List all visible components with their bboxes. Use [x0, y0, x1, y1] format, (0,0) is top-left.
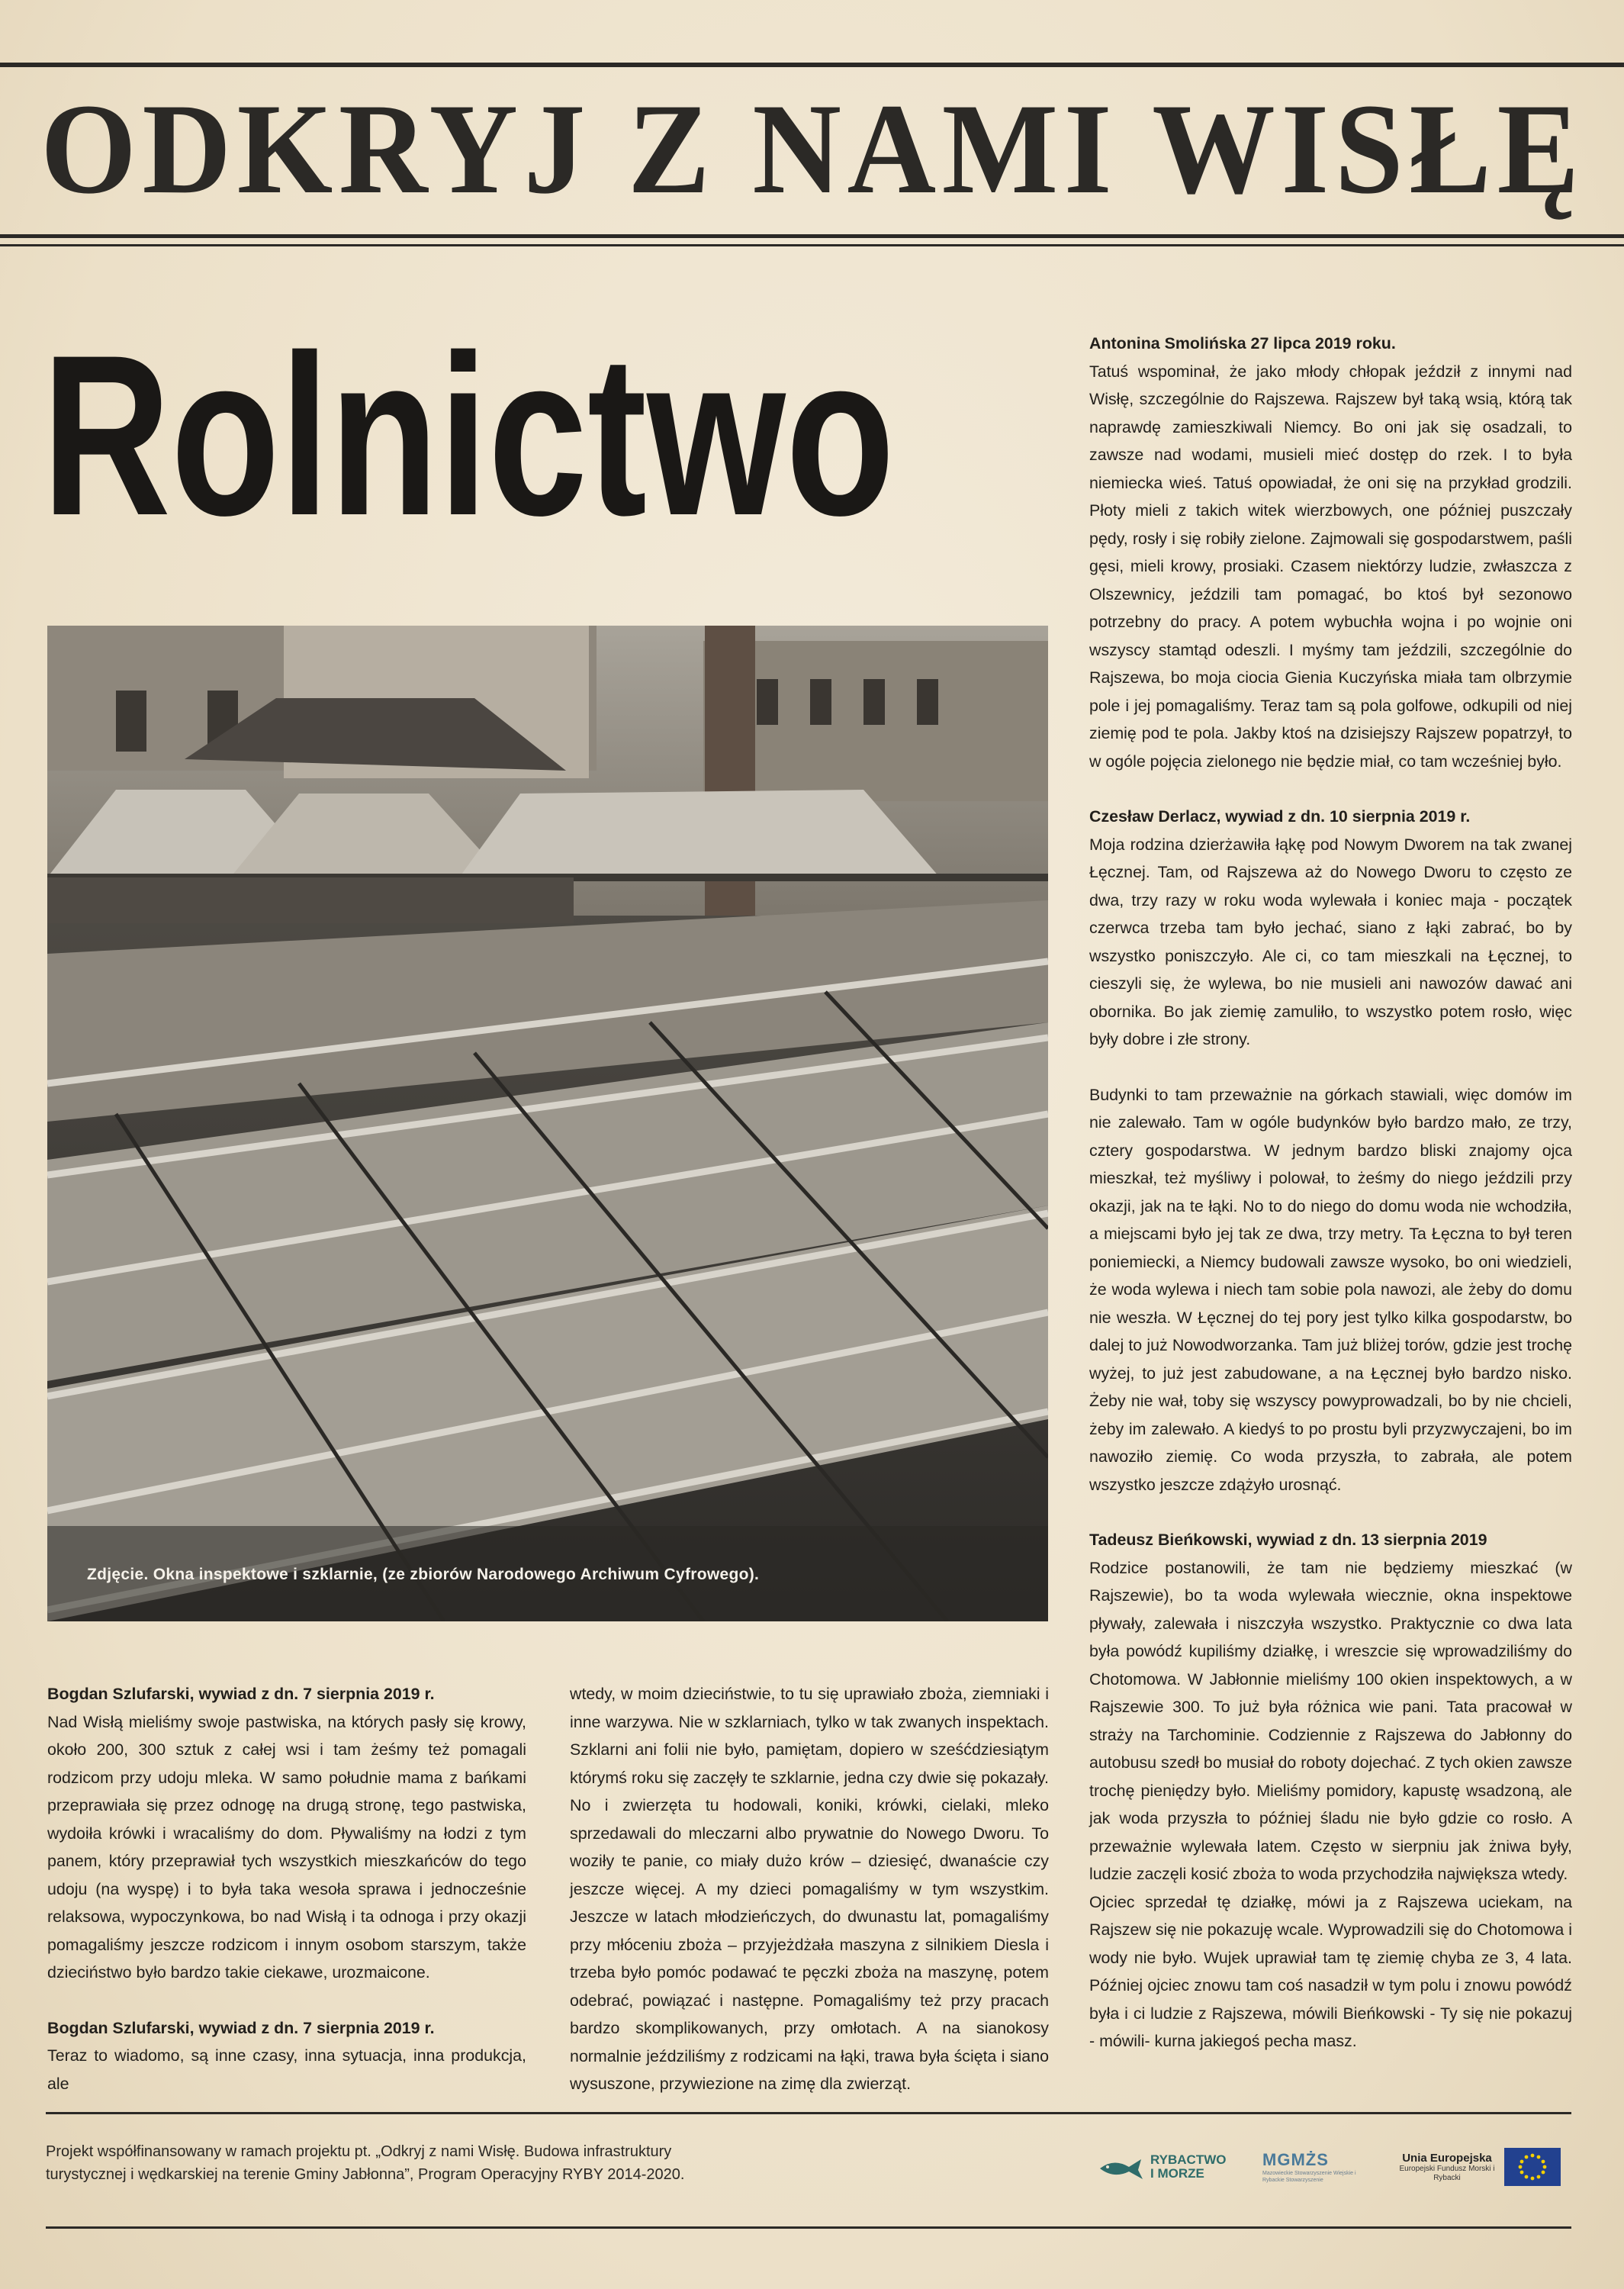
- footer-rule-top: [46, 2112, 1571, 2114]
- interview-heading: Antonina Smolińska 27 lipca 2019 roku.: [1089, 334, 1396, 353]
- fish-boat-icon: [1098, 2152, 1146, 2182]
- eu-subtitle: Europejski Fundusz Morski i Rybacki: [1399, 2164, 1495, 2182]
- eu-flag-icon: [1504, 2148, 1561, 2186]
- logo-mgm-sub: Mazowieckie Stowarzyszenie Wiejskie i Rybackie Stowarzyszenie: [1262, 2171, 1356, 2183]
- interview-text: Ojciec sprzedał tę działkę, mówi ja z Rajszewa uciekam, na Rajszew się nie pokazuję wcale. Wyprowadzili się do Chotomowa i wody nie było. Wujek uprawiał tam tę ziemię chyba ze 3, 4 lata. Później ojciec znowu tam coś nasadził w tym polu i znowu powódź była i ci ludzie z Rajszewa, mówili Bieńkowski - Ty się nie pokazuj - mówili- kurna jakiegoś pecha masz.: [1089, 1892, 1572, 2050]
- interview-text: Rodzice postanowili, że tam nie będziemy mieszkać (w Rajszewie), bo ta woda wylewała wiecznie, okna inspektowe pływały, zalewała i niszczyła wszystko. Praktycznie co dwa lata była powódź kupiliśmy działkę, i wreszcie się wprowadziliśmy do Chotomowa. W Jabłonnie mieliśmy 100 okien inspektowych, a w Rajszewie 300. To już była różnica wie pani. Tata pracował w straży na Tarchominie. Codziennie z Rajszewa do Jabłonny do autobusu szedł bo musiał do roboty dojechać. Z tych okien zawsze trochę pieniędzy było. Mieliśmy pomidory, kapustę wsadzoną, ale jak woda przyszła to później śladu nie było gdzie co rosło. A przeważnie wylewała latem. Często w sierpniu jak żniwa były, ludzie zaczęli kosić zboża to woda przychodziła największa wtedy.: [1089, 1558, 1572, 1883]
- page-title: Rolnictwo: [42, 307, 895, 563]
- interview-heading: Bogdan Szlufarski, wywiad z dn. 7 sierpnia 2019 r.: [47, 1685, 435, 1703]
- interview-text: Tatuś wspominał, że jako młody chłopak jeździł z innymi nad Wisłę, szczególnie do Rajszewa. Rajszew był taką wsią, którą tak naprawdę zamieszkiwali Niemcy. Bo oni jak się osadzali, to zawsze nad wodami, musieli mieć dostęp do rzek. I to była niemiecka wieś. Tatuś opowiadał, że oni się na przykład grodzili. Płoty mieli z takich witek wierzbowych, one później puszczały pędy, rosły i się robiły zielone. Zajmowali się gospodarstwem, paśli gęsi, mieli krowy, prosiaki. Czasem niektórzy ludzie, zwłaszcza z Olszewnicy, jeździli tam pomagać, bo ktoś był sezonowo potrzebny do pracy. A potem wybuchła wojna i po wojnie oni wszyscy stamtąd odeszli. I myśmy tam jeździli, szczególnie do Rajszewa, bo moja ciocia Gienia Kuczyńska miała tam olbrzymie pole i jej pomagaliśmy. Teraz tam są pola golfowe, odkupili od niej ziemię pod te pola. Jakby ktoś na dzisiejszy Rajszew popatrzył, to w ogóle pojęcia zielonego nie będzie miał, co tam wcześniej było.: [1089, 362, 1572, 771]
- interview-heading: Czesław Derlacz, wywiad z dn. 10 sierpnia 2019 r.: [1089, 807, 1471, 826]
- mgmzs-logo: [1262, 2150, 1377, 2184]
- masthead-rule-bottom-2: [0, 244, 1624, 246]
- right-column: [1089, 330, 1572, 2056]
- interview-heading: Bogdan Szlufarski, wywiad z dn. 7 sierpnia 2019 r.: [47, 2018, 435, 2037]
- left-column: [47, 1680, 526, 2097]
- logo-mgm-text: MGMŻS: [1262, 2150, 1329, 2169]
- archive-photo: [47, 626, 1048, 1621]
- middle-column: [570, 1680, 1049, 2098]
- masthead-title: ODKRYJ Z NAMI WISŁĘ: [40, 77, 1585, 221]
- photo-caption: Zdjęcie. Okna inspektowe i szklarnie, (ze zbiorów Narodowego Archiwum Cyfrowego).: [87, 1566, 760, 1583]
- masthead-rule-bottom-1: [0, 234, 1624, 238]
- interview-text: Nad Wisłą mieliśmy swoje pastwiska, na których pasły się krowy, około 200, 300 sztuk z całej wsi i tam żeśmy też pomagali rodzicom przy udoju mleka. W samo południe mama z bańkami przeprawiała się przez odnogę na drugą stronę, tego pastwiska, wydoiła krówki i wracaliśmy do dom. Pływaliśmy na łodzi z tym panem, który przeprawiał tych wszystkich mieszkańców do tego udoju (na wyspę) i to była taka wesoła sprawa i jednocześnie relaksowa, wypoczynkowa, bo nad Wisłą i ta odnoga i przy okazji pomagaliśmy jeszcze rodzicom i innym osobom starszym, także dzieciństwo było bardzo takie ciekawe, urozmaicone.: [47, 1712, 526, 1982]
- eu-logo: [1397, 2148, 1561, 2186]
- project-funding-note: Projekt współfinansowany w ramach projektu pt. „Odkryj z nami Wisłę. Budowa infrastruktury turystycznej i wędkarskiej na terenie Gminy Jabłonna”, Program Operacyjny RYBY 2014-2020.: [46, 2143, 685, 2183]
- rybactwo-logo: [1098, 2152, 1226, 2182]
- interview-text: Teraz to wiadomo, są inne czasy, inna sytuacja, inna produkcja, ale: [47, 2046, 526, 2093]
- logo-rybactwo-line1: RYBACTWO: [1150, 2152, 1227, 2167]
- interview-heading: Tadeusz Bieńkowski, wywiad z dn. 13 sierpnia 2019: [1089, 1531, 1487, 1549]
- logo-rybactwo-line2: I MORZE: [1150, 2166, 1204, 2181]
- eu-title: Unia Europejska: [1402, 2151, 1492, 2165]
- interview-text: Moja rodzina dzierżawiła łąkę pod Nowym Dworem na tak zwanej Łęcznej. Tam, od Rajszewa aż do Nowego Dworu to często ze dwa, trzy razy w roku woda wylewała i koniec maja - początek czerwca trzeba tam było jechać, siano z łąki zabrać, bo by wszystko poniszczyło. Ale ci, co tam mieszkali na Łęcznej, to cieszyli się, że wylewa, bo nie musieli ani nawozów dawać ani obornika. Bo jak ziemię zamuliło, to wszystko potem rosło, więc były dobre i złe strony.: [1089, 835, 1572, 1048]
- masthead-rule-top: [0, 63, 1624, 67]
- footer-rule-bottom: [46, 2226, 1571, 2229]
- interview-text: Budynki to tam przeważnie na górkach stawiali, więc domów im nie zalewało. Tam w ogóle budynków było bardzo mało, ze trzy, cztery gospodarstwa. W jednym bardzo bliski znajomy ojca mieszkał, też myśliwy i polował, to żeśmy do niego jeździli przy okazji, jak na te łąki. No to do niego do domu woda nie wchodziła, a miejscami było jej tak ze dwa, trzy metry. Ta Łęczna to był teren poniemiecki, a Niemcy budowali zawsze wysoko, bo oni wiedzieli, że woda wylewa i niech tam sobie pola nawozi, ale żeby do domu nie weszła. W Łęcznej do tej pory jest tylko kilka gospodarstw, bo dalej to już Nowodworzanka. Tam już bliżej torów, gdzie jest trochę wyżej, to już jest zabudowane, a na Łęcznej było bardzo nisko. Żeby nie wał, toby się wszyscy powyprowadzali, bo by nie chcieli, żeby im zalewało. A kiedyś to po prostu byli przyzwyczajeni, bo im nawoziło ziemię. Co woda przyszła, to zabrała, ale potem wszystko jeszcze zdążyło urosnąć.: [1089, 1085, 1572, 1494]
- interview-text: wtedy, w moim dzieciństwie, to tu się uprawiało zboża, ziemniaki i inne warzywa. Nie w szklarniach, tylko w tak zwanych inspektach. Szklarni ani folii nie było, pamiętam, dopiero w sześćdziesiątym którymś roku się zaczęły te szklarnie, jedna czy dwie się pokazały. No i zwierzęta tu hodowali, koniki, krówki, cielaki, mleko sprzedawali do mleczarni albo prywatnie do Nowego Dworu. To woziły te panie, co miały dużo krów – dziesięć, dwanaście czy jeszcze więcej. A my dzieci pomagaliśmy w tym wszystkim. Jeszcze w latach młodzieńczych, do dwunastu lat, pomagaliśmy przy młóceniu zboża – przyjeżdżała maszyna z silnikiem Diesla i trzeba było pomóc podawać te pęczki zboża na maszynę, potem odebrać, powiązać i następne. Pomagaliśmy też przy pracach bardzo skomplikowanych, przy omłotach. A na sianokosy normalnie jeździliśmy z rodzicami na łąki, trawa była ścięta i siano wysuszone, przywiezione na zimę dla zwierząt.: [570, 1685, 1049, 2093]
